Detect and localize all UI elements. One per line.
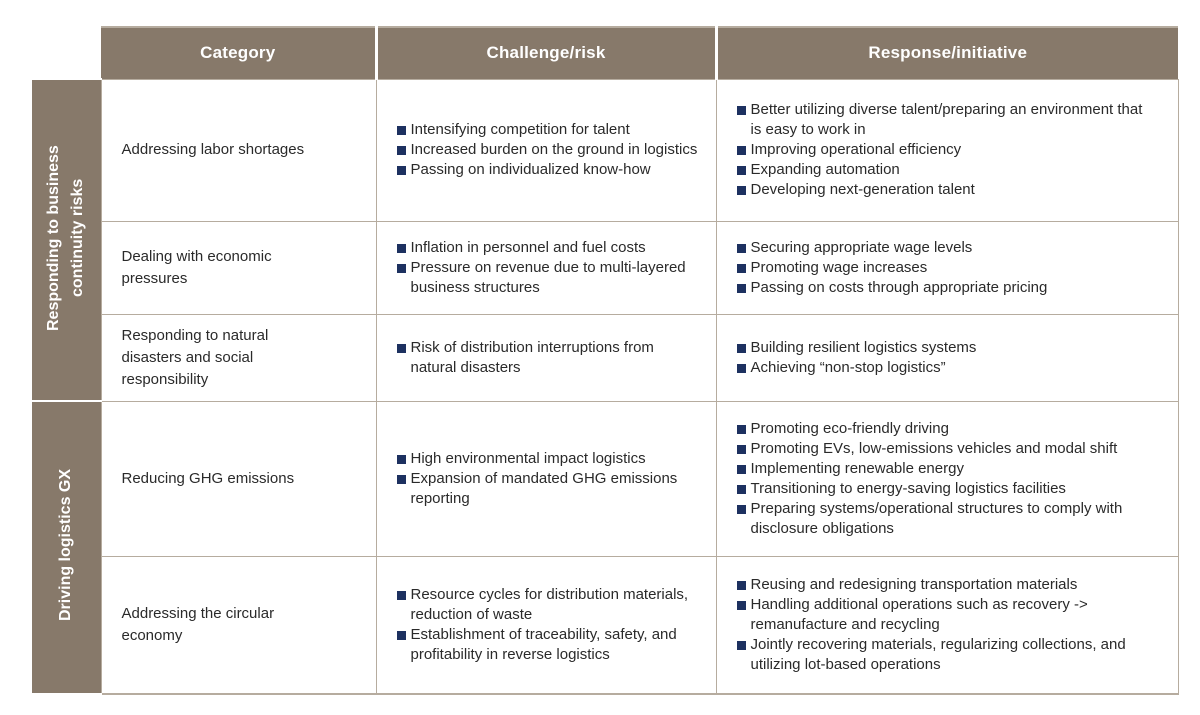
bullet-square-icon xyxy=(737,244,746,253)
response-list xyxy=(737,100,1144,200)
response-cell xyxy=(716,221,1178,314)
challenge-list xyxy=(397,238,702,298)
response-item xyxy=(737,278,1144,298)
column-header-response: Response/initiative xyxy=(716,27,1178,79)
response-cell xyxy=(716,79,1178,221)
bullet-square-icon xyxy=(397,146,406,155)
bullet-square-icon xyxy=(397,166,406,175)
challenge-text: High environmental impact logistics xyxy=(410,449,646,467)
challenge-item xyxy=(397,469,702,509)
bullet-square-icon xyxy=(737,425,746,434)
bullet-square-icon xyxy=(397,455,406,464)
bullet-square-icon xyxy=(737,146,746,155)
challenge-text: Intensifying competition for talent xyxy=(410,121,630,138)
challenge-cell xyxy=(376,401,716,556)
bullet-square-icon xyxy=(737,465,746,474)
response-cell xyxy=(716,314,1178,401)
response-item xyxy=(737,100,1144,140)
response-text: Promoting eco-friendly driving xyxy=(750,419,949,437)
challenge-list xyxy=(397,120,702,180)
group-label-logistics-gx xyxy=(31,401,101,694)
response-item xyxy=(737,479,1144,499)
bullet-square-icon xyxy=(397,631,406,640)
bullet-square-icon xyxy=(737,364,746,373)
challenge-list xyxy=(397,585,702,665)
challenge-cell xyxy=(376,314,716,401)
bullet-square-icon xyxy=(737,344,746,353)
response-item xyxy=(737,238,1144,258)
group-label-text: Driving logistics GX xyxy=(57,468,75,622)
challenges-responses-table xyxy=(30,26,1179,695)
challenge-item xyxy=(397,238,702,258)
challenge-cell xyxy=(376,221,716,314)
bullet-square-icon xyxy=(737,166,746,175)
response-text: Promoting EVs, low-emissions vehicles and modal shift xyxy=(750,439,1118,457)
challenge-text: Pressure on revenue due to multi-layered business structures xyxy=(410,258,686,296)
challenge-item xyxy=(397,120,702,140)
response-list xyxy=(737,238,1144,298)
group-label-text: Responding to business continuity risks xyxy=(45,144,87,331)
bullet-square-icon xyxy=(737,264,746,273)
bullet-square-icon xyxy=(737,641,746,650)
column-header-challenge: Challenge/risk xyxy=(376,27,716,79)
response-text: Better utilizing diverse talent/preparing an environment that is easy to work in xyxy=(750,101,1143,138)
response-item xyxy=(737,160,1144,180)
table-row xyxy=(31,221,1178,314)
challenge-text: Resource cycles for distribution materials, reduction of waste xyxy=(410,585,689,623)
challenge-text: Risk of distribution interruptions from natural disasters xyxy=(410,338,654,376)
response-text: Achieving “non-stop logistics” xyxy=(750,358,946,376)
response-item xyxy=(737,338,1144,358)
bullet-square-icon xyxy=(397,264,406,273)
challenge-cell xyxy=(376,79,716,221)
response-item xyxy=(737,595,1144,635)
response-item xyxy=(737,575,1144,595)
bullet-square-icon xyxy=(737,106,746,115)
response-text: Improving operational efficiency xyxy=(750,141,962,158)
response-text: Preparing systems/operational structures to comply with disclosure obligations xyxy=(750,499,1123,537)
challenge-item xyxy=(397,258,702,298)
bullet-square-icon xyxy=(737,505,746,514)
challenge-list xyxy=(397,338,702,378)
response-text: Jointly recovering materials, regularizing collections, and utilizing lot-based operations xyxy=(750,635,1126,673)
response-text: Handling additional operations such as recovery -> remanufacture and recycling xyxy=(750,595,1088,633)
response-text: Implementing renewable energy xyxy=(750,459,964,477)
response-item xyxy=(737,258,1144,278)
bullet-square-icon xyxy=(737,186,746,195)
challenge-item xyxy=(397,160,702,180)
response-item xyxy=(737,140,1144,160)
challenge-item xyxy=(397,585,702,625)
column-header-category: Category xyxy=(101,27,376,79)
response-text: Developing next-generation talent xyxy=(750,181,975,198)
response-text: Building resilient logistics systems xyxy=(750,338,977,356)
bullet-square-icon xyxy=(737,284,746,293)
response-list xyxy=(737,419,1144,539)
response-item xyxy=(737,180,1144,200)
challenge-text: Expansion of mandated GHG emissions reporting xyxy=(410,469,678,507)
bullet-square-icon xyxy=(397,244,406,253)
category-cell: Dealing with economic pressures xyxy=(101,221,376,314)
table-row xyxy=(31,79,1178,221)
table-row xyxy=(31,556,1178,694)
challenge-text: Inflation in personnel and fuel costs xyxy=(410,238,646,256)
category-cell: Reducing GHG emissions xyxy=(101,401,376,556)
table-row xyxy=(31,401,1178,556)
response-text: Passing on costs through appropriate pricing xyxy=(750,278,1048,296)
bullet-square-icon xyxy=(737,485,746,494)
bullet-square-icon xyxy=(737,581,746,590)
bullet-square-icon xyxy=(397,591,406,600)
response-text: Securing appropriate wage levels xyxy=(750,238,973,256)
response-text: Transitioning to energy-saving logistics facilities xyxy=(750,479,1066,497)
corner-spacer xyxy=(31,27,101,79)
response-text: Expanding automation xyxy=(750,161,900,178)
table-row xyxy=(31,314,1178,401)
header-row xyxy=(31,27,1178,79)
category-cell: Addressing labor shortages xyxy=(101,79,376,221)
group-label-business-continuity xyxy=(31,79,101,401)
response-item xyxy=(737,419,1144,439)
response-item xyxy=(737,499,1144,539)
challenge-item xyxy=(397,625,702,665)
challenge-text: Increased burden on the ground in logistics xyxy=(410,141,698,158)
challenge-item xyxy=(397,338,702,378)
challenge-list xyxy=(397,449,702,509)
challenge-text: Passing on individualized know-how xyxy=(410,161,651,178)
response-list xyxy=(737,338,1144,378)
response-text: Reusing and redesigning transportation materials xyxy=(750,575,1078,593)
bullet-square-icon xyxy=(397,126,406,135)
response-item xyxy=(737,358,1144,378)
response-text: Promoting wage increases xyxy=(750,258,928,276)
challenge-cell xyxy=(376,556,716,694)
response-item xyxy=(737,439,1144,459)
challenge-item xyxy=(397,449,702,469)
response-item xyxy=(737,635,1144,675)
category-cell: Addressing the circular economy xyxy=(101,556,376,694)
bullet-square-icon xyxy=(737,445,746,454)
response-list xyxy=(737,575,1144,675)
category-cell: Responding to natural disasters and social responsibility xyxy=(101,314,376,401)
challenge-text: Establishment of traceability, safety, and profitability in reverse logistics xyxy=(410,625,677,663)
response-cell xyxy=(716,401,1178,556)
bullet-square-icon xyxy=(397,475,406,484)
challenge-item xyxy=(397,140,702,160)
bullet-square-icon xyxy=(397,344,406,353)
response-cell xyxy=(716,556,1178,694)
response-item xyxy=(737,459,1144,479)
bullet-square-icon xyxy=(737,601,746,610)
